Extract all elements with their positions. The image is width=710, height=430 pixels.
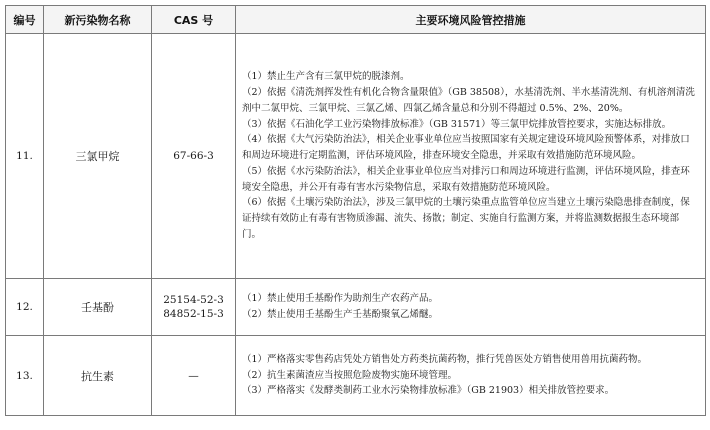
- pollutant-name: 壬基酚: [44, 279, 152, 336]
- header-no: 编号: [6, 6, 44, 34]
- cas-value: —: [188, 369, 199, 382]
- table-row: [6, 336, 706, 416]
- control-measures: [236, 34, 706, 279]
- row-number: 11.: [6, 34, 44, 279]
- pollutant-name: 抗生素: [44, 336, 152, 416]
- control-measures: [236, 336, 706, 416]
- header-name: 新污染物名称: [44, 6, 152, 34]
- row-number: 13.: [6, 336, 44, 416]
- measure-item: （4）依据《大气污染防治法》，相关企业事业单位应当按照国家有关规定建设环境风险预警体系，对排放口和周边环境进行定期监测，评估环境风险，排查环境安全隐患，并采取有效措施防范环境风险。: [242, 134, 690, 162]
- table-body: [6, 34, 706, 416]
- header-measures: 主要环境风险管控措施: [236, 6, 706, 34]
- control-measures: [236, 279, 706, 336]
- measure-item: （5）依据《水污染防治法》，相关企业事业单位应当对排污口和周边环境进行监测，评估环境风险，排查环境安全隐患，并公开有毒有害水污染物信息，采取有效措施防范环境风险。: [242, 165, 690, 193]
- cas-number: [152, 336, 236, 416]
- measure-item: （3）依据《石油化学工业污染物排放标准》（GB 31571）等三氯甲烷排放管控要求，实施达标排放。: [242, 118, 672, 130]
- header-row: [6, 6, 706, 34]
- cas-number: [152, 279, 236, 336]
- measure-item: （1）禁止使用壬基酚作为助剂生产农药产品。: [242, 293, 439, 305]
- cas-value: 25154-52-3: [163, 294, 224, 306]
- measure-item: （2）抗生素菌渣应当按照危险废物实施环境管理。: [242, 369, 458, 381]
- pollutant-name: 三氯甲烷: [44, 34, 152, 279]
- measure-item: （1）禁止生产含有三氯甲烷的脱漆剂。: [242, 71, 410, 83]
- table-row: [6, 279, 706, 336]
- table-row: [6, 34, 706, 279]
- cas-number: [152, 34, 236, 279]
- risk-control-table: [5, 5, 706, 416]
- measure-item: （3）严格落实《发酵类制药工业水污染物排放标准》（GB 21903）相关排放管控要求。: [242, 385, 615, 397]
- cas-value: 67-66-3: [173, 150, 214, 162]
- measure-item: （6）依据《土壤污染防治法》，涉及三氯甲烷的土壤污染重点监管单位应当建立土壤污染隐患排查制度，保证持续有效防止有毒有害物质渗漏、流失、扬散；制定、实施自行监测方案，并将监测数据报生态环境部门。: [242, 197, 690, 241]
- header-cas: CAS 号: [152, 6, 236, 34]
- measure-item: （2）禁止使用壬基酚生产壬基酚聚氧乙烯醚。: [242, 309, 439, 320]
- measure-item: （2）依据《清洗剂挥发性有机化合物含量限值》（GB 38508），水基清洗剂、半水基清洗剂、有机溶剂清洗剂中二氯甲烷、三氯甲烷、三氯乙烯、四氯乙烯含量总和分别不得超过 0.5%、2%、20%。: [242, 86, 695, 114]
- measure-item: （1）严格落实零售药店凭处方销售处方药类抗菌药物，推行凭兽医处方销售使用兽用抗菌药物。: [242, 353, 648, 365]
- row-number: 12.: [6, 279, 44, 336]
- table-header: [6, 6, 706, 34]
- cas-value: 84852-15-3: [163, 308, 224, 320]
